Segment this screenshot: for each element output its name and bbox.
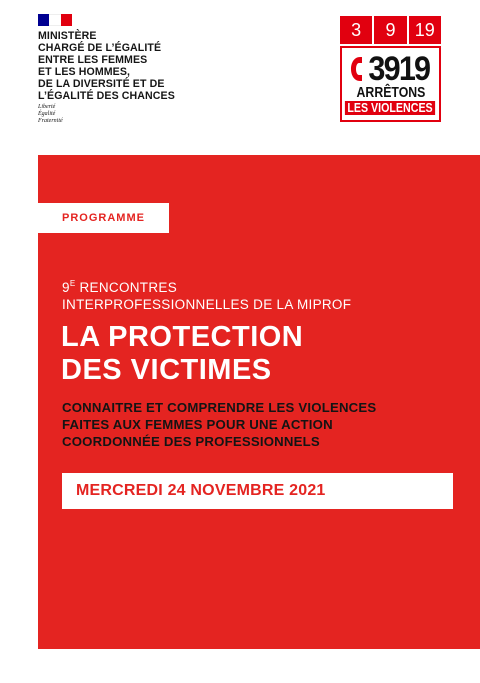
subtitle-line: FAITES AUX FEMMES POUR UNE ACTION (62, 417, 333, 432)
ministry-name (38, 30, 238, 102)
french-flag-icon (38, 14, 72, 26)
motto-line: Égalité (38, 111, 56, 117)
event-name-line2: INTERPROFESSIONNELLES DE LA MIPROF (62, 297, 352, 312)
ministry-line: DE LA DIVERSITÉ ET DE (38, 78, 165, 90)
ministry-line: MINISTÈRE (38, 30, 97, 42)
ministry-block (38, 14, 238, 125)
logo-number-row (349, 50, 433, 88)
phone-icon (349, 55, 365, 83)
logo-digit-strip (340, 16, 441, 44)
programme-tag: PROGRAMME (38, 203, 169, 233)
event-name-text: RENCONTRES (75, 280, 178, 295)
event-name-line1 (62, 275, 351, 296)
logo-3919 (340, 16, 441, 126)
logo-digit: 3 (340, 16, 372, 44)
event-date: MERCREDI 24 NOVEMBRE 2021 (62, 473, 453, 509)
edition-number: 9 (62, 280, 70, 295)
title-line: DES VICTIMES (61, 354, 272, 386)
subtitle-line: CONNAITRE ET COMPRENDRE LES VIOLENCES (62, 400, 377, 415)
motto-line: Fraternité (38, 118, 63, 124)
logo-box (340, 46, 441, 122)
ministry-line: CHARGÉ DE L’ÉGALITÉ (38, 42, 162, 54)
logo-digit: 19 (409, 16, 441, 44)
page-title (61, 321, 303, 387)
title-line: LA PROTECTION (61, 321, 304, 353)
subtitle-line: COORDONNÉE DES PROFESSIONNELS (62, 434, 320, 449)
logo-digit: 9 (374, 16, 406, 44)
edition-suffix: E (69, 279, 76, 288)
cover-panel (38, 155, 480, 649)
logo-slogan-line1: ARRÊTONS (356, 84, 425, 101)
subtitle (62, 399, 376, 450)
logo-number: 3919 (368, 50, 429, 88)
republic-motto (38, 104, 238, 125)
ministry-line: L’ÉGALITÉ DES CHANCES (38, 90, 175, 102)
motto-line: Liberté (38, 104, 56, 110)
ministry-line: ENTRE LES FEMMES (38, 54, 148, 66)
ministry-line: ET LES HOMMES, (38, 66, 131, 78)
event-name (62, 275, 351, 313)
logo-slogan-line2: LES VIOLENCES (345, 101, 435, 115)
